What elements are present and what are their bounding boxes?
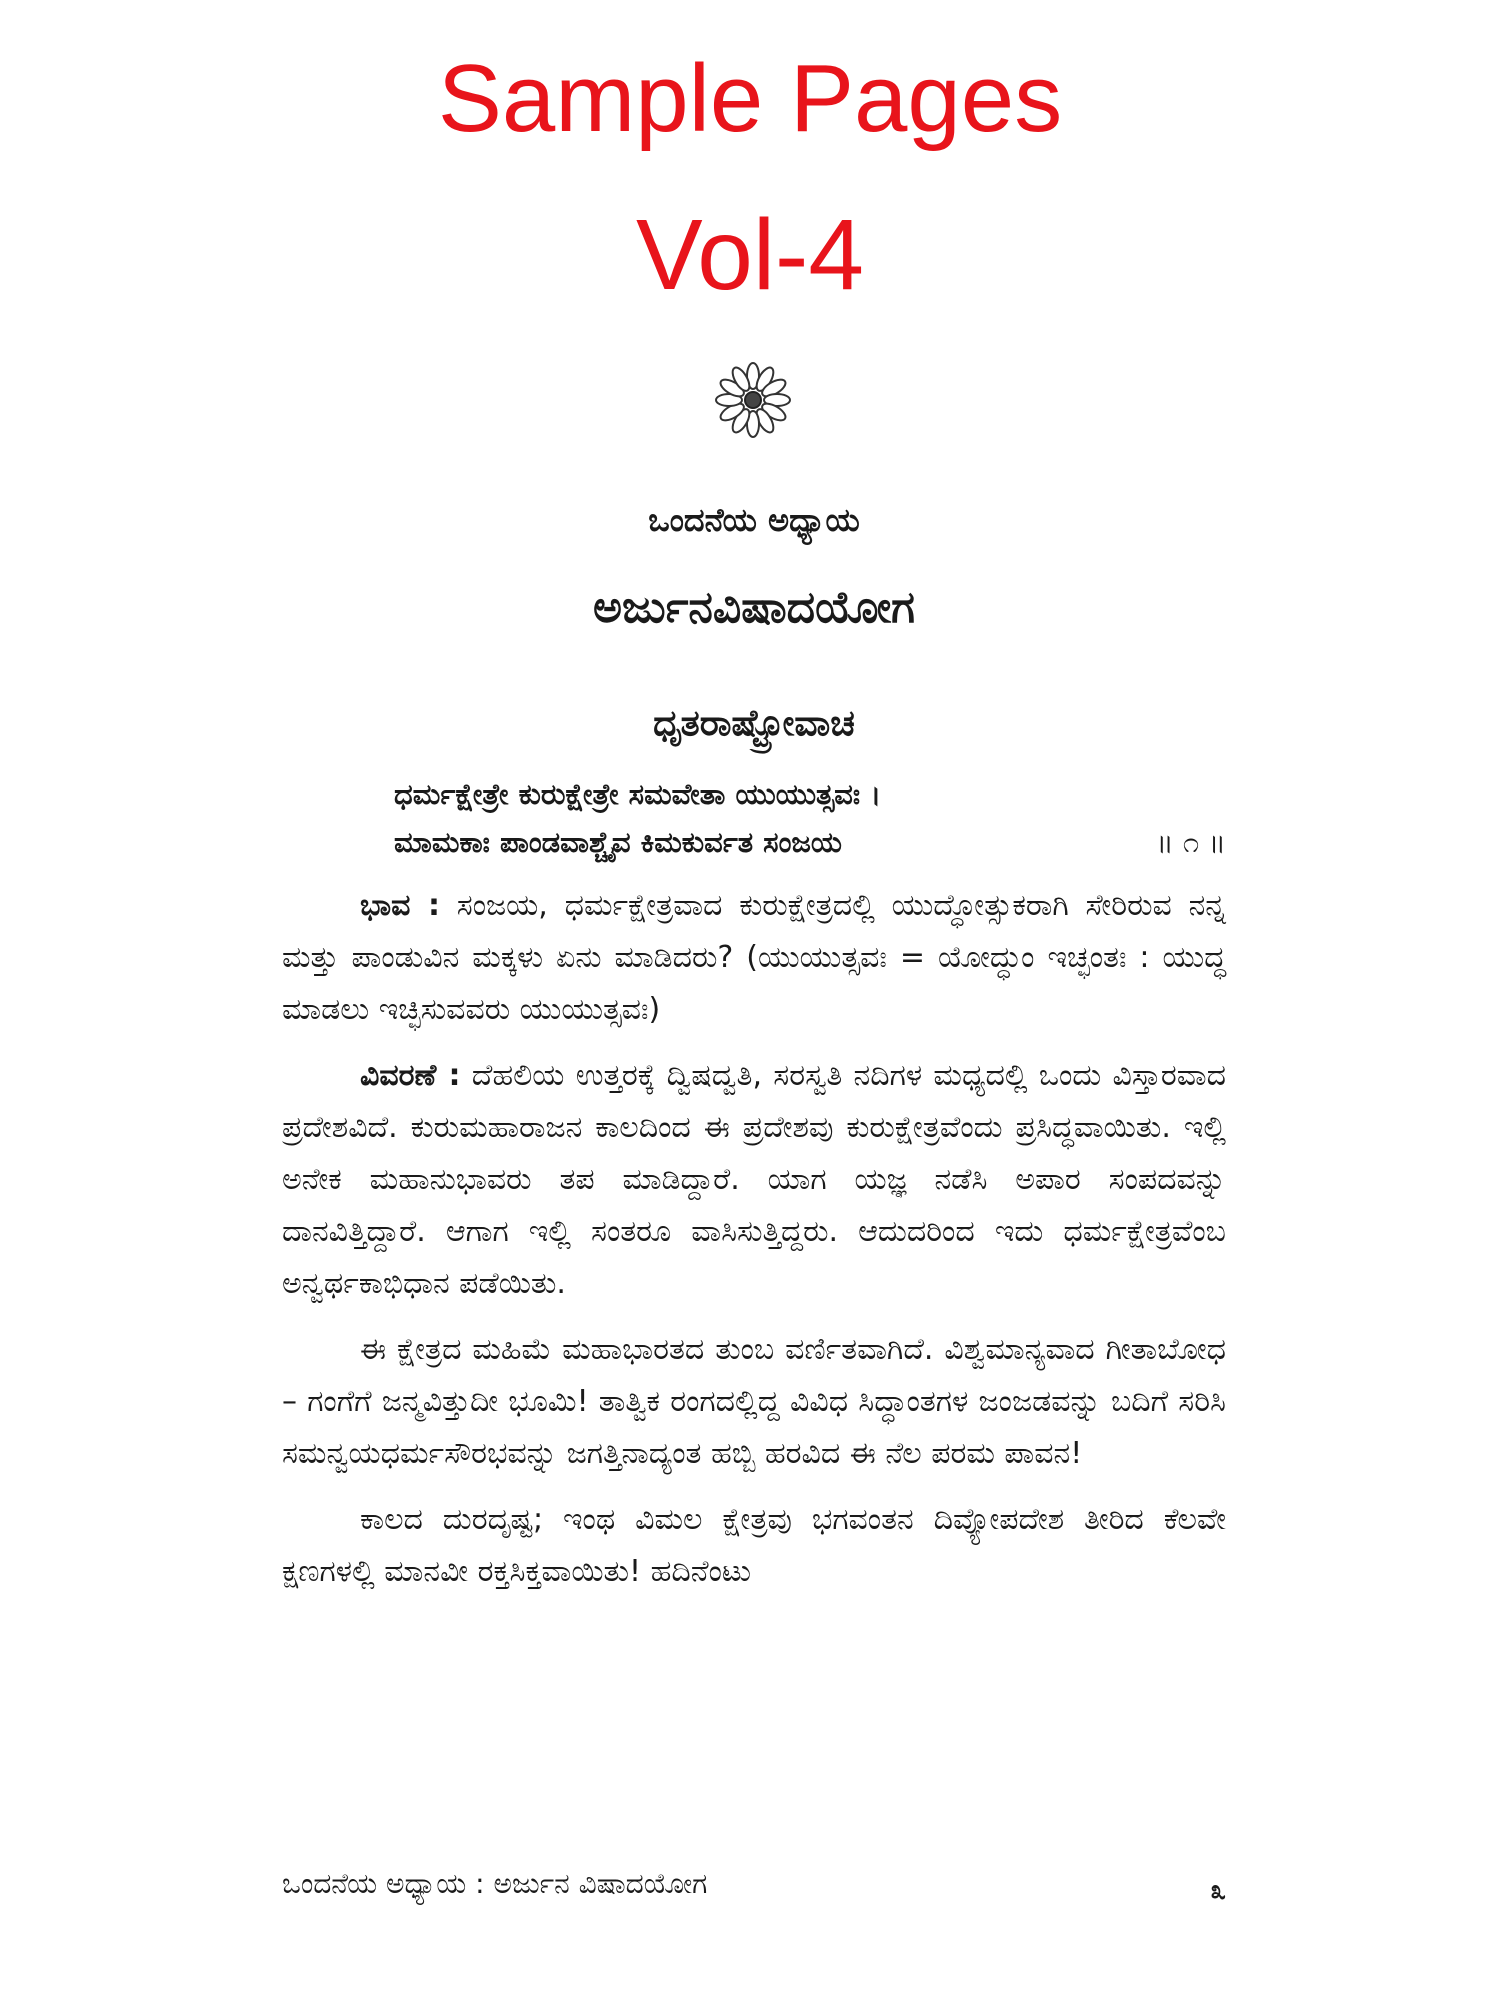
- volume-label: Vol-4: [636, 199, 864, 311]
- paragraph-lead: ಭಾವ :: [360, 888, 441, 923]
- paragraph-body: [282, 1494, 1226, 1598]
- chapter-title: ಅರ್ಜುನವಿಷಾದಯೋಗ: [593, 582, 915, 633]
- sample-pages-heading: Sample Pages: [437, 45, 1063, 152]
- page-footer: [282, 1864, 1226, 1904]
- verse-number: ॥ ೧ ॥: [1155, 825, 1226, 859]
- paragraph-text: ಸಂಜಯ, ಧರ್ಮಕ್ಷೇತ್ರವಾದ ಕುರುಕ್ಷೇತ್ರದಲ್ಲಿ ಯುದ್ಧೋತ್ಸುಕರಾಗಿ ಸೇರಿರುವ ನನ್ನ ಮತ್ತು ಪಾಂಡುವಿನ ಮಕ್ಕಳು ಏನು ಮಾಡಿದರು? (ಯುಯುತ್ಸವಃ = ಯೋದ್ಧುಂ ಇಚ್ಛಂತಃ : ಯುದ್ಧ ಮಾಡಲು ಇಚ್ಛಿಸುವವರು ಯುಯುತ್ಸವಃ): [282, 888, 1226, 1027]
- paragraph-text: ಕಾಲದ ದುರದೃಷ್ಟ; ಇಂಥ ವಿಮಲ ಕ್ಷೇತ್ರವು ಭಗವಂತನ ದಿವ್ಯೋಪದೇಶ ತೀರಿದ ಕೆಲವೇ ಕ್ಷಣಗಳಲ್ಲಿ ಮಾನವೀ ರಕ್ತಸಿಕ್ತವಾಯಿತು! ಹದಿನೆಂಟು: [282, 1502, 1226, 1589]
- chapter-number: ಒಂದನೆಯ ಅಧ್ಯಾಯ: [648, 501, 860, 539]
- paragraph-text: ಈ ಕ್ಷೇತ್ರದ ಮಹಿಮೆ ಮಹಾಭಾರತದ ತುಂಬ ವರ್ಣಿತವಾಗಿದೆ. ವಿಶ್ವಮಾನ್ಯವಾದ ಗೀತಾಬೋಧ – ಗಂಗೆಗೆ ಜನ್ಮವಿತ್ತುದೀ ಭೂಮಿ! ತಾತ್ವಿಕ ರಂಗದಲ್ಲಿದ್ದ ವಿವಿಧ ಸಿದ್ಧಾಂತಗಳ ಜಂಜಡವನ್ನು ಬದಿಗೆ ಸರಿಸಿ ಸಮನ್ವಯಧರ್ಮಸೌರಭವನ್ನು ಜಗತ್ತಿನಾದ್ಯಂತ ಹಬ್ಬಿ ಹರವಿದ ಈ ನೆಲ ಪರಮ ಪಾವನ!: [282, 1332, 1226, 1471]
- flower-ornament-icon: [715, 362, 791, 438]
- page-number: ೩: [1210, 1873, 1226, 1906]
- book-page: [282, 480, 1226, 1598]
- verse-line-1: ಧರ್ಮಕ್ಷೇತ್ರೇ ಕುರುಕ್ಷೇತ್ರೇ ಸಮವೇತಾ ಯುಯುತ್ಸವಃ ।: [394, 777, 882, 811]
- running-title: ಒಂದನೆಯ ಅಧ್ಯಾಯ : ಅರ್ಜುನ ವಿಷಾದಯೋಗ: [282, 1867, 708, 1900]
- paragraph-explanation: [282, 1050, 1226, 1310]
- paragraph-meaning: [282, 880, 1226, 1036]
- verse-block: [394, 770, 1226, 866]
- paragraph-text: ದೆಹಲಿಯ ಉತ್ತರಕ್ಕೆ ದ್ವಿಷದ್ವತಿ, ಸರಸ್ವತಿ ನದಿಗಳ ಮಧ್ಯದಲ್ಲಿ ಒಂದು ವಿಸ್ತಾರವಾದ ಪ್ರದೇಶವಿದೆ. ಕುರುಮಹಾರಾಜನ ಕಾಲದಿಂದ ಈ ಪ್ರದೇಶವು ಕುರುಕ್ಷೇತ್ರವೆಂದು ಪ್ರಸಿದ್ಧವಾಯಿತು. ಇಲ್ಲಿ ಅನೇಕ ಮಹಾನುಭಾವರು ತಪ ಮಾಡಿದ್ದಾರೆ. ಯಾಗ ಯಜ್ಞ ನಡೆಸಿ ಅಪಾರ ಸಂಪದವನ್ನು ದಾನವಿತ್ತಿದ್ದಾರೆ. ಆಗಾಗ ಇಲ್ಲಿ ಸಂತರೂ ವಾಸಿಸುತ್ತಿದ್ದರು. ಆದುದರಿಂದ ಇದು ಧರ್ಮಕ್ಷೇತ್ರವೆಂಬ ಅನ್ವರ್ಥಕಾಭಿಧಾನ ಪಡೆಯಿತು.: [282, 1058, 1226, 1301]
- verse-line-2: ಮಾಮಕಾಃ ಪಾಂಡವಾಶ್ಚೈವ ಕಿಮಕುರ್ವತ ಸಂಜಯ: [394, 825, 842, 859]
- paragraph-lead: ವಿವರಣೆ :: [360, 1058, 461, 1093]
- paragraph-body: [282, 1324, 1226, 1480]
- speaker-heading: ಧೃತರಾಷ್ಟ್ರೋವಾಚ: [653, 703, 855, 744]
